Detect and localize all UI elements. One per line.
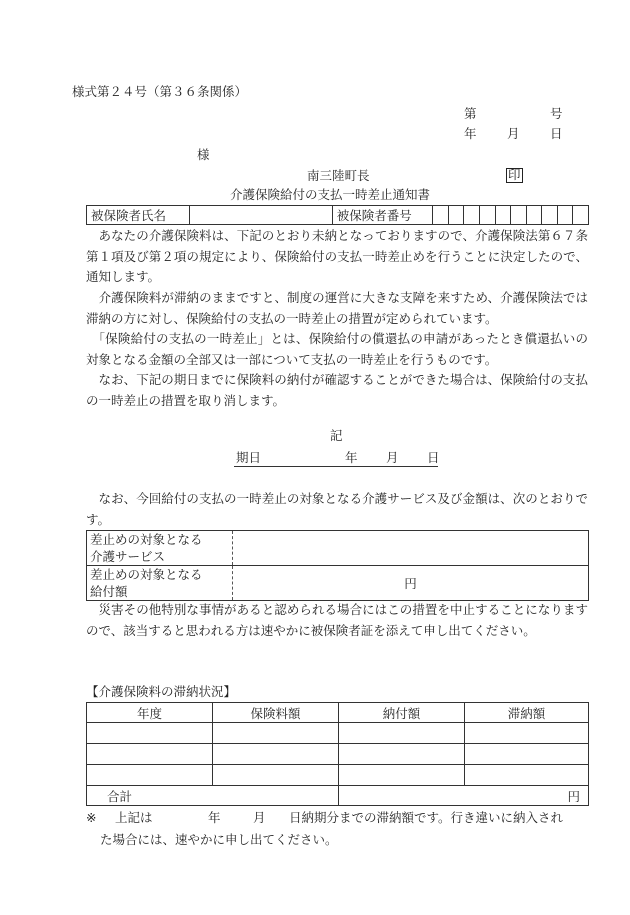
note-month: 月 bbox=[253, 810, 266, 825]
paragraph-cancellation: なお、下記の期日までに保険料の納付が確認することができた場合は、保険給付の支払の一時差止の措置を取り消します。 bbox=[86, 372, 588, 408]
deadline-year: 年 bbox=[345, 450, 358, 465]
note-part2: 日納期分までの滞納額です。行き違いに納入され bbox=[289, 810, 564, 825]
addressee-suffix: 様 bbox=[197, 147, 210, 162]
insured-number-label: 被保険者番号 bbox=[332, 206, 433, 225]
insured-table bbox=[86, 205, 589, 225]
amount-label-line1: 差止めの対象となる bbox=[90, 567, 203, 582]
insured-number-box bbox=[495, 206, 511, 225]
paragraph-system: 介護保険料が滞納のままですと、制度の運営に大きな支障を来すため、介護保険法では滞納の方に対し、保険給付の支払の一時差止の措置が定められています。 bbox=[86, 290, 588, 326]
paragraph-disaster: 災害その他特別な事情があると認められる場合にはこの措置を中止することになりますので、該当すると思われる方は速やかに被保険者証を添えて申し出てください。 bbox=[86, 602, 588, 638]
service-label-line1: 差止めの対象となる bbox=[90, 532, 203, 547]
amount-label-cell bbox=[87, 566, 233, 601]
arrears-heading: 【介護保険料の滞納状況】 bbox=[86, 684, 237, 699]
insured-number-box bbox=[557, 206, 573, 225]
date-month: 月 bbox=[507, 126, 520, 141]
note-mark: ※ bbox=[86, 810, 97, 825]
suspension-table bbox=[86, 530, 589, 601]
insured-number-box bbox=[542, 206, 558, 225]
number-dai: 第 bbox=[464, 106, 477, 121]
amount-label-line2: 給付額 bbox=[90, 584, 128, 599]
date-year: 年 bbox=[464, 126, 477, 141]
total-row bbox=[87, 786, 589, 806]
header-paid: 納付額 bbox=[339, 703, 465, 723]
insured-number-box bbox=[526, 206, 542, 225]
insured-number-box bbox=[511, 206, 527, 225]
service-label-cell bbox=[87, 531, 233, 566]
insured-number-box bbox=[573, 206, 589, 225]
table-row bbox=[87, 723, 589, 744]
insured-number-box bbox=[433, 206, 449, 225]
note-line2: た場合には、速やかに申し出てください。 bbox=[100, 832, 338, 847]
amount-value-cell bbox=[233, 566, 589, 601]
paragraph-notice: あなたの介護保険料は、下記のとおり未納となっておりますので、介護保険法第６７条第１項及び第２項の規定により、保険給付の支払一時差止めを行うことに決定したので、通知します。 bbox=[86, 228, 588, 284]
insured-name-label: 被保険者氏名 bbox=[87, 206, 190, 225]
issuer: 南三陸町長 bbox=[307, 168, 370, 183]
document-title: 介護保険給付の支払一時差止通知書 bbox=[230, 187, 431, 202]
insured-number-box bbox=[480, 206, 496, 225]
total-yen: 円 bbox=[339, 786, 589, 806]
amount-yen: 円 bbox=[404, 576, 417, 591]
date-day: 日 bbox=[550, 126, 563, 141]
header-premium: 保険料額 bbox=[213, 703, 339, 723]
insured-number-box bbox=[448, 206, 464, 225]
deadline-month: 月 bbox=[386, 450, 399, 465]
paragraph-definition: 「保険給付の支払の一時差止」とは、保険給付の償還払の申請があったとき償還払いの対象となる金額の全部又は一部について支払の一時差止を行うものです。 bbox=[86, 331, 588, 367]
seal-mark: 印 bbox=[508, 167, 521, 182]
table-row bbox=[87, 765, 589, 786]
insured-number-box bbox=[464, 206, 480, 225]
header-year: 年度 bbox=[87, 703, 213, 723]
paragraph-services: なお、今回給付の支払の一時差止の対象となる介護サービス及び金額は、次のとおりです。 bbox=[86, 491, 588, 527]
deadline-line bbox=[234, 452, 438, 467]
ki-heading: 記 bbox=[330, 428, 343, 443]
note-part1: 上記は bbox=[115, 810, 153, 825]
note-year: 年 bbox=[208, 810, 221, 825]
service-value-cell bbox=[233, 531, 589, 566]
deadline-label: 期日 bbox=[236, 450, 262, 465]
deadline-day: 日 bbox=[427, 450, 440, 465]
number-go: 号 bbox=[550, 106, 563, 121]
form-number: 様式第２４号（第３６条関係） bbox=[72, 84, 248, 99]
service-label-line2: 介護サービス bbox=[90, 549, 166, 564]
table-row bbox=[87, 744, 589, 765]
total-label: 合計 bbox=[87, 786, 339, 806]
header-arrears: 滞納額 bbox=[465, 703, 589, 723]
arrears-table bbox=[86, 702, 589, 806]
insured-name-cell bbox=[189, 206, 332, 225]
